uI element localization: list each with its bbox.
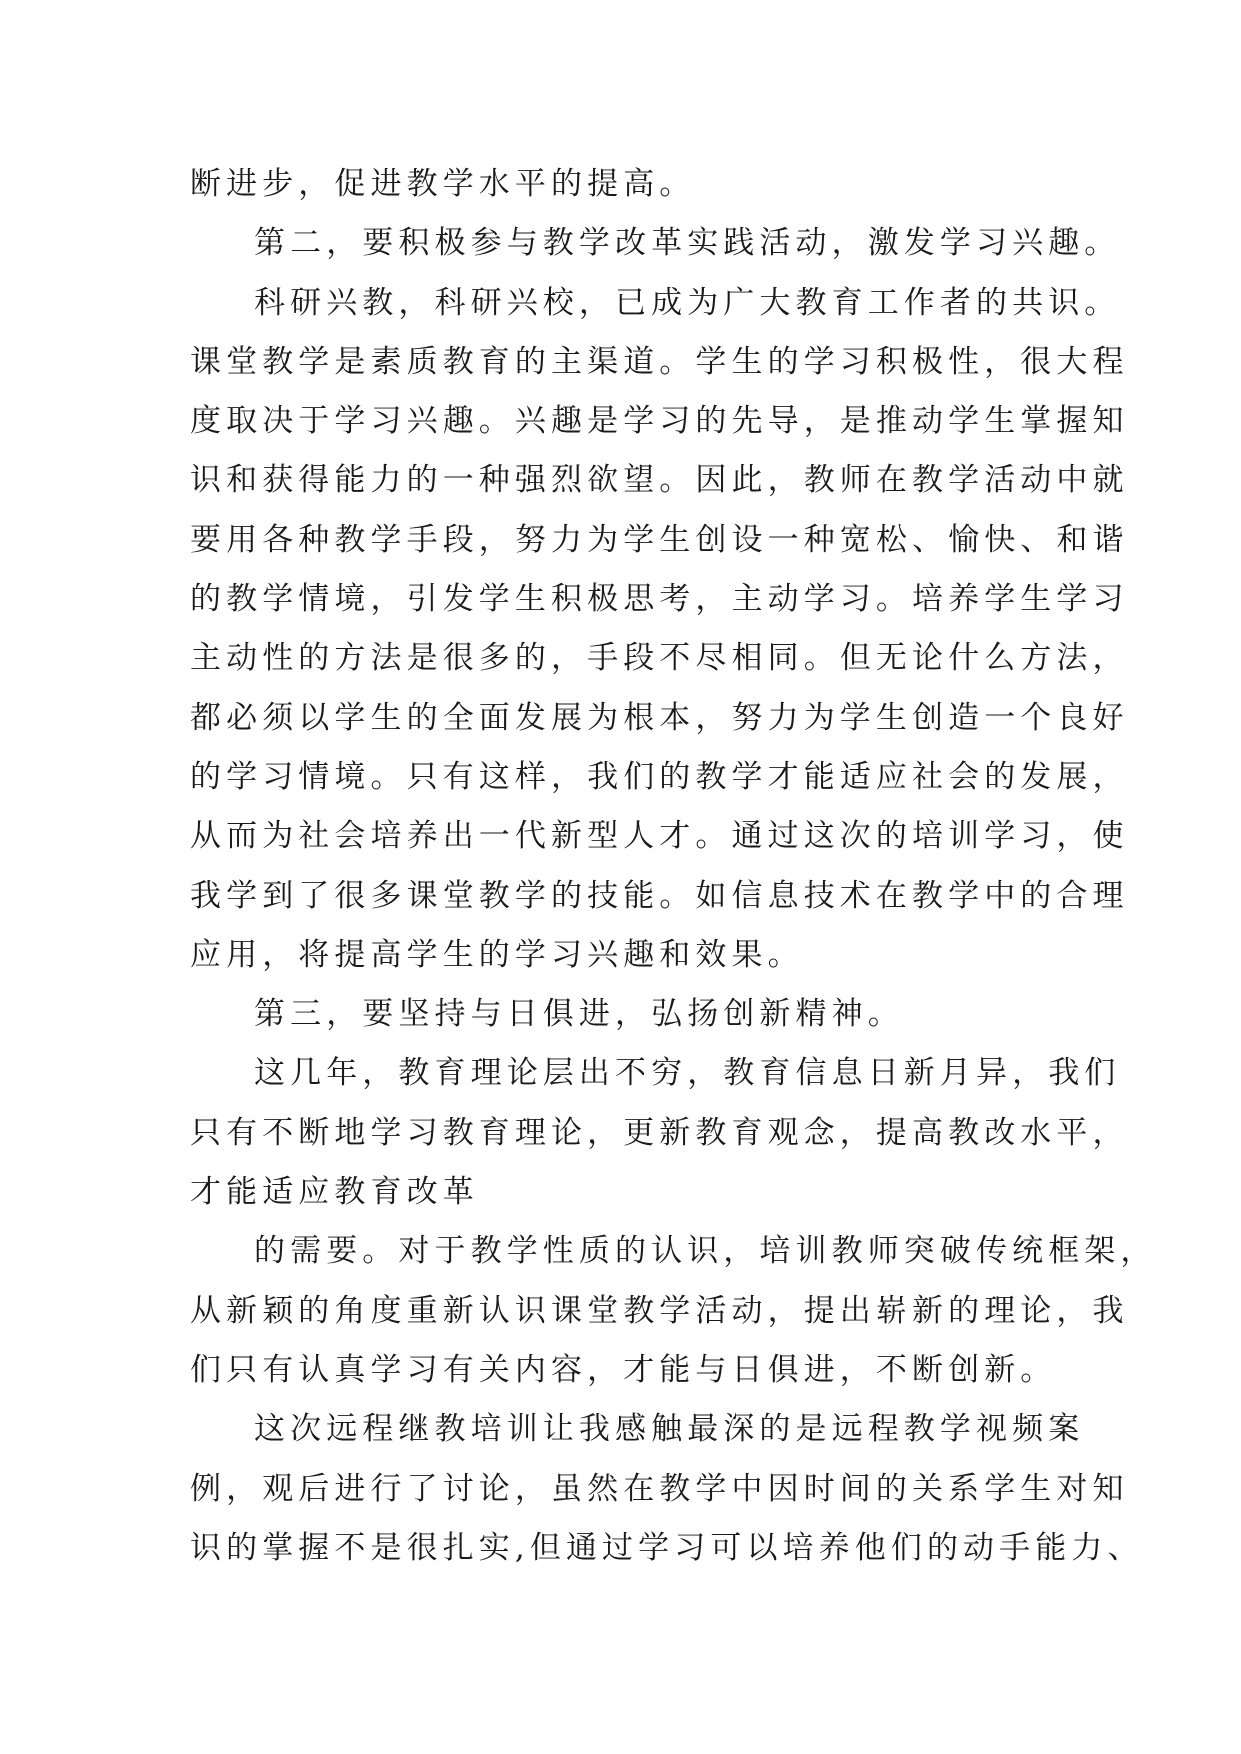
- text-line: 科研兴教，科研兴校，已成为广大教育工作者的共识。: [254, 284, 1121, 321]
- text-line: 识的掌握不是很扎实,但通过学习可以培养他们的动手能力、: [190, 1529, 1144, 1566]
- text-line: 识和获得能力的一种强烈欲望。因此，教师在教学活动中就: [190, 462, 1129, 499]
- text-line: 断进步，促进教学水平的提高。: [190, 166, 696, 202]
- text-line: 例，观后进行了讨论，虽然在教学中因时间的关系学生对知: [190, 1470, 1129, 1507]
- text-line: 才能适应教育改革: [190, 1174, 479, 1211]
- text-line: 这几年，教育理论层出不穷，教育信息日新月异，我们: [254, 1055, 1121, 1092]
- text-line: 第二，要积极参与教学改革实践活动，激发学习兴趣。: [254, 225, 1121, 262]
- text-line: 我学到了很多课堂教学的技能。如信息技术在教学中的合理: [190, 877, 1129, 914]
- text-line: 要用各种教学手段，努力为学生创设一种宽松、愉快、和谐: [190, 521, 1129, 558]
- text-line: 从而为社会培养出一代新型人才。通过这次的培训学习，使: [190, 818, 1129, 855]
- text-line: 只有不断地学习教育理论，更新教育观念，提高教改水平，: [190, 1114, 1129, 1151]
- text-line: 主动性的方法是很多的，手段不尽相同。但无论什么方法，: [190, 640, 1129, 677]
- body-text: [190, 155, 1157, 1578]
- text-line: 应用，将提高学生的学习兴趣和效果。: [190, 936, 804, 973]
- text-line: 们只有认真学习有关内容，才能与日俱进，不断创新。: [190, 1351, 1057, 1388]
- text-line: 从新颖的角度重新认识课堂教学活动，提出崭新的理论，我: [190, 1292, 1129, 1329]
- text-line: 都必须以学生的全面发展为根本，努力为学生创造一个良好: [190, 699, 1129, 736]
- text-line: 这次远程继教培训让我感触最深的是远程教学视频案: [254, 1411, 1085, 1448]
- text-line: 课堂教学是素质教育的主渠道。学生的学习积极性，很大程: [190, 343, 1129, 380]
- text-line: 度取决于学习兴趣。兴趣是学习的先导，是推动学生掌握知: [190, 403, 1129, 440]
- text-line: 的教学情境，引发学生积极思考，主动学习。培养学生学习: [190, 581, 1129, 618]
- text-line: 的学习情境。只有这样，我们的教学才能适应社会的发展，: [190, 758, 1129, 795]
- text-line: 的需要。对于教学性质的认识，培训教师突破传统框架，: [254, 1233, 1157, 1270]
- text-line: 第三，要坚持与日俱进，弘扬创新精神。: [254, 996, 904, 1033]
